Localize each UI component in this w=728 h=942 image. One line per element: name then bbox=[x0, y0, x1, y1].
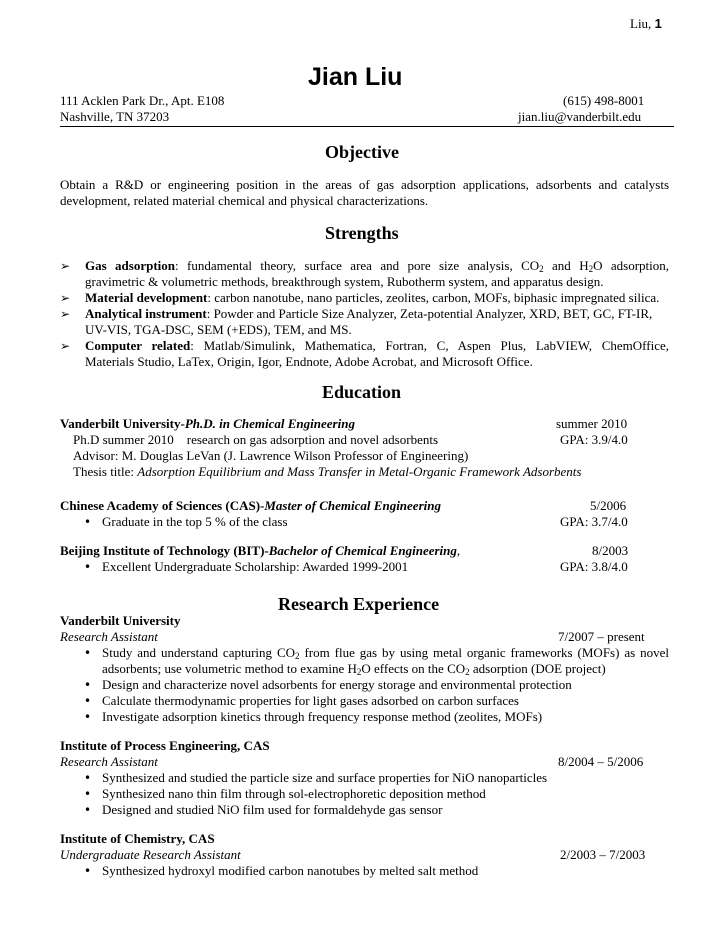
arrow-bullet-icon: ➢ bbox=[60, 307, 71, 321]
bullet-icon: • bbox=[84, 803, 92, 817]
strength-computer-line2: Materials Studio, LaTex, Origin, Igor, Endnote, Adobe Acrobat, and Microsoft Office. bbox=[85, 354, 533, 369]
strength-analytical-line1: Analytical instrument: Powder and Particle Size Analyzer, Zeta-potential Analyzer, XRD, BET, GC, FT-IR, bbox=[85, 306, 653, 321]
strength-analytical-line2: UV-VIS, TGA-DSC, SEM (+EDS), TEM, and MS. bbox=[85, 322, 352, 337]
address-line1: 111 Acklen Park Dr., Apt. E108 bbox=[60, 93, 225, 108]
strength-computer-line1: Computer related: Matlab/Simulink, Mathematica, Fortran, C, Aspen Plus, LabVIEW, ChemOffice, bbox=[85, 338, 669, 353]
bullet-icon: • bbox=[84, 560, 92, 574]
bullet-icon: • bbox=[84, 678, 92, 692]
strength-gas-label: Gas adsorption bbox=[85, 258, 176, 273]
edu-cas-title: Chinese Academy of Sciences (CAS)-Master of Chemical Engineering bbox=[60, 498, 441, 513]
research-ic-date: 2/2003 – 7/2003 bbox=[560, 847, 646, 862]
strengths-heading: Strengths bbox=[325, 223, 399, 243]
edu-vu-detail: Ph.D summer 2010 research on gas adsorption and novel adsorbents bbox=[73, 432, 439, 447]
bullet-icon: • bbox=[84, 694, 92, 708]
research-heading: Research Experience bbox=[278, 594, 440, 614]
objective-heading: Objective bbox=[325, 142, 399, 162]
page-label-prefix: Liu, bbox=[630, 16, 655, 31]
email-address: jian.liu@vanderbilt.edu bbox=[518, 109, 642, 124]
research-ic-bullet1: Synthesized hydroxyl modified carbon nanotubes by melted salt method bbox=[102, 863, 479, 878]
edu-cas-gpa: GPA: 3.7/4.0 bbox=[560, 514, 628, 529]
research-vu-bullet3: Calculate thermodynamic properties for light gases adsorbed on carbon surfaces bbox=[102, 693, 519, 708]
research-vu-date: 7/2007 – present bbox=[558, 629, 645, 644]
research-ipe-date: 8/2004 – 5/2006 bbox=[558, 754, 644, 769]
research-ipe-role: Research Assistant bbox=[60, 754, 158, 769]
research-vu-bullet1-line2: adsorbents; use volumetric method to examine $H_2O$ effects on the $CO_2$ adsorption (DOE project) bbox=[102, 661, 606, 677]
arrow-bullet-icon: ➢ bbox=[60, 291, 71, 305]
candidate-name: Jian Liu bbox=[308, 63, 403, 91]
edu-cas-bullet: Graduate in the top 5 % of the class bbox=[102, 514, 288, 529]
bullet-icon: • bbox=[84, 864, 92, 878]
research-ipe-bullet1: Synthesized and studied the particle size and surface properties for NiO nanoparticles bbox=[102, 770, 548, 785]
strength-material: Material development: carbon nanotube, nano particles, zeolites, carbon, MOFs, biphasic impregnated silica. bbox=[85, 290, 660, 305]
edu-cas-date: 5/2006 bbox=[590, 498, 627, 513]
research-vu-org: Vanderbilt University bbox=[60, 613, 181, 628]
edu-bit-title: Beijing Institute of Technology (BIT)-Bachelor of Chemical Engineering, bbox=[60, 543, 461, 558]
edu-vu-advisor: Advisor: M. Douglas LeVan (J. Lawrence Wilson Professor of Engineering) bbox=[73, 448, 469, 463]
header-divider bbox=[60, 126, 674, 127]
page-number: 1 bbox=[654, 16, 662, 31]
research-ic-org: Institute of Chemistry, CAS bbox=[60, 831, 215, 846]
research-ipe-org: Institute of Process Engineering, CAS bbox=[60, 738, 270, 753]
edu-vu-gpa: GPA: 3.9/4.0 bbox=[560, 432, 628, 447]
research-vu-bullet1: Study and understand capturing $CO_2$ from flue gas by using metal organic frameworks (MOFs) as novel bbox=[102, 645, 669, 661]
research-ipe-bullet3: Designed and studied NiO film used for formaldehyde gas sensor bbox=[102, 802, 443, 817]
address-line2: Nashville, TN 37203 bbox=[60, 109, 170, 124]
edu-vu-thesis: Thesis title: Adsorption Equilibrium and Mass Transfer in Metal-Organic Framework Adsorbents bbox=[73, 464, 582, 479]
research-ipe-bullet2: Synthesized nano thin film through sol-electrophoretic deposition method bbox=[102, 786, 486, 801]
edu-bit-bullet: Excellent Undergraduate Scholarship: Awarded 1999-2001 bbox=[102, 559, 409, 574]
education-heading: Education bbox=[322, 382, 402, 402]
edu-bit-date: 8/2003 bbox=[592, 543, 629, 558]
arrow-bullet-icon: ➢ bbox=[60, 339, 71, 353]
edu-bit-gpa: GPA: 3.8/4.0 bbox=[560, 559, 628, 574]
objective-line1: Obtain a R&D or engineering position in the areas of gas adsorption applications, adsorbents and catalysts bbox=[60, 177, 669, 192]
edu-vu-title: Vanderbilt University-Ph.D. in Chemical Engineering bbox=[60, 416, 355, 431]
bullet-icon: • bbox=[84, 710, 92, 724]
research-vu-role: Research Assistant bbox=[60, 629, 158, 644]
bullet-icon: • bbox=[84, 771, 92, 785]
strength-gas-line1: Gas adsorption: fundamental theory, surface area and pore size analysis, $CO_2$ and $H_2O$ adsorption, bbox=[85, 258, 669, 274]
bullet-icon: • bbox=[84, 515, 92, 529]
research-vu-bullet2: Design and characterize novel adsorbents for energy storage and environmental protection bbox=[102, 677, 572, 692]
page-label bbox=[630, 16, 662, 32]
research-ic-role: Undergraduate Research Assistant bbox=[60, 847, 241, 862]
objective-line2: development, related material chemical and physical characterizations. bbox=[60, 193, 429, 208]
phone-number: (615) 498-8001 bbox=[563, 93, 645, 108]
strength-gas-line2: gravimetric & volumetric methods, breakthrough system, Rubotherm system, and apparatus design. bbox=[85, 274, 604, 289]
edu-vu-date: summer 2010 bbox=[556, 416, 628, 431]
research-vu-bullet4: Investigate adsorption kinetics through frequency response method (zeolites, MOFs) bbox=[102, 709, 543, 724]
bullet-icon: • bbox=[84, 646, 92, 660]
bullet-icon: • bbox=[84, 787, 92, 801]
arrow-bullet-icon: ➢ bbox=[60, 259, 71, 273]
